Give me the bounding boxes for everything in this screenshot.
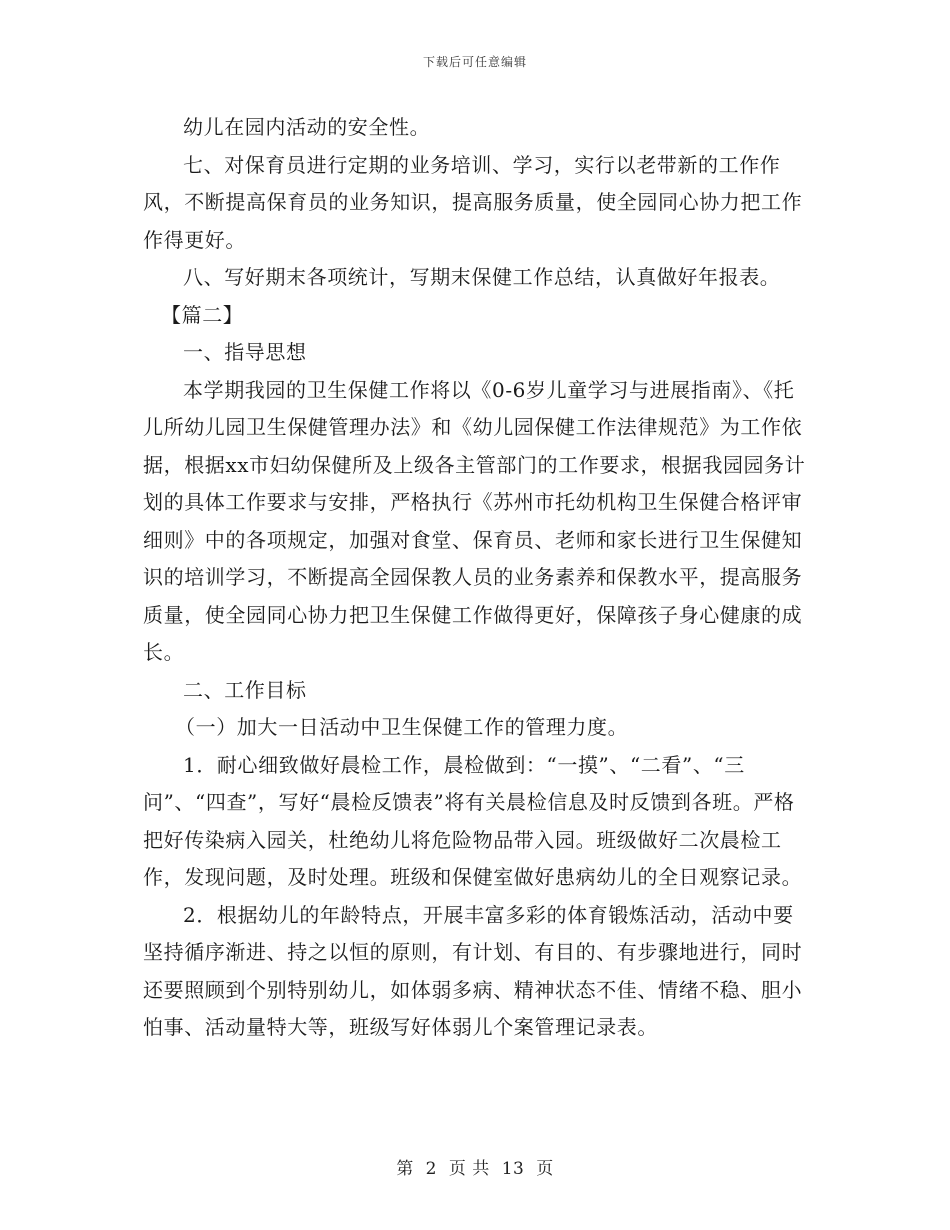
heading-work-goals: 二、工作目标 <box>183 677 307 702</box>
paragraph-physical-exercise: 2．根据幼儿的年龄特点，开展丰富多彩的体育锻炼活动，活动中要坚持循序渐进、持之以恒的原则，有计划、有目的、有步骤地进行，同时还要照顾到个别特别幼儿，如体弱多病、精神状态不佳、情绪不稳、胆小怕事、活动量特大等，班级写好体弱儿个案管理记录表。 <box>143 902 803 1039</box>
paragraph-morning-check: 1．耐心细致做好晨检工作，晨检做到：“一摸”、“二看”、“三问”、“四查”，写好“晨检反馈表”将有关晨检信息及时反馈到各班。严格把好传染病入园关，杜绝幼儿将危险物品带入园。班级做好二次晨检工作，发现问题，及时处理。班级和保健室做好患病幼儿的全日观察记录。 <box>143 752 803 889</box>
paragraph-continuation: 幼儿在园内活动的安全性。 <box>183 115 431 139</box>
document-body <box>143 109 808 1047</box>
page-header-note: 下载后可任意编辑 <box>422 55 527 69</box>
footer-current-page: 2 <box>425 1159 437 1179</box>
page-footer <box>0 1154 950 1179</box>
footer-total-pages: 13 <box>501 1159 525 1179</box>
subheading-daily-activity: （一）加大一日活动中卫生保健工作的管理力度。 <box>175 715 629 739</box>
paragraph-guiding-ideology: 本学期我园的卫生保健工作将以《0-6岁儿童学习与进展指南》、《托儿所幼儿园卫生保健管理办法》和《幼儿园保健工作法律规范》为工作依据，根据xx市妇幼保健所及上级各主管部门的工作要求，根据我园园务计划的具体工作要求与安排，严格执行《苏州市托幼机构卫生保健合格评审细则》中的各项规定，加强对食堂、保育员、老师和家长进行卫生保健知识的培训学习，不断提高全园保教人员的业务素养和保教水平，提高服务质量，使全园同心协力把卫生保健工作做得更好，保障孩子身心健康的成长。 <box>143 377 806 664</box>
paragraph-item-8: 八、写好期末各项统计，写期末保健工作总结，认真做好年报表。 <box>183 265 781 289</box>
footer-middle: 页 共 <box>448 1159 490 1179</box>
footer-prefix: 第 <box>396 1159 414 1179</box>
paragraph-item-7: 七、对保育员进行定期的业务培训、学习，实行以老带新的工作作风，不断提高保育员的业务知识，提高服务质量，使全园同心协力把工作作得更好。 <box>143 152 803 252</box>
section-heading-part-two: 【篇二】 <box>161 302 244 327</box>
footer-suffix: 页 <box>536 1159 554 1179</box>
heading-guiding-ideology: 一、指导思想 <box>183 340 307 364</box>
